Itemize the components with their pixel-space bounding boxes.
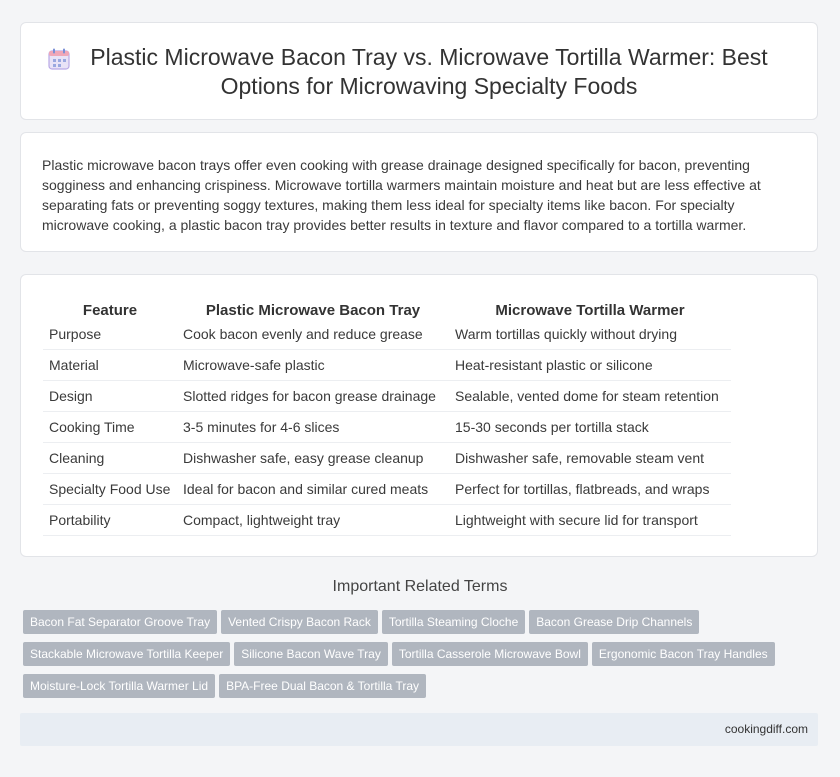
- related-term-tag[interactable]: BPA-Free Dual Bacon & Tortilla Tray: [219, 674, 426, 698]
- header-feature: Feature: [82, 302, 138, 319]
- related-terms-list: [23, 610, 803, 706]
- feature-cell: Portability: [43, 505, 177, 536]
- bacon-tray-cell: Dishwasher safe, easy grease cleanup: [177, 443, 449, 474]
- tortilla-warmer-cell: Heat-resistant plastic or silicone: [449, 350, 731, 381]
- feature-cell: Cooking Time: [43, 412, 177, 443]
- feature-cell: Design: [43, 381, 177, 412]
- bacon-tray-cell: 3-5 minutes for 4-6 slices: [177, 412, 449, 443]
- intro-paragraph: Plastic microwave bacon trays offer even cooking with grease drainage designed specifically for bacon, preventing sogginess and enhancing crispiness. Microwave tortilla warmers maintain moisture and heat but are less effective at separating fats or preventing soggy textures, making them less ideal for specialty items like bacon. For specialty microwave cooking, a plastic bacon tray provides better results in texture and flavor compared to a tortilla warmer.: [42, 157, 761, 233]
- table-row: [43, 350, 731, 381]
- tortilla-warmer-cell: Dishwasher safe, removable steam vent: [449, 443, 731, 474]
- related-term-tag[interactable]: Bacon Fat Separator Groove Tray: [23, 610, 217, 634]
- related-term-tag[interactable]: Tortilla Casserole Microwave Bowl: [392, 642, 588, 666]
- tortilla-warmer-cell: Warm tortillas quickly without drying: [449, 319, 731, 350]
- related-term-tag[interactable]: Stackable Microwave Tortilla Keeper: [23, 642, 230, 666]
- bacon-tray-cell: Cook bacon evenly and reduce grease: [177, 319, 449, 350]
- page-title: Plastic Microwave Bacon Tray vs. Microwave Tortilla Warmer: Best Options for Microwaving Specialty Foods: [90, 44, 768, 99]
- related-term-tag[interactable]: Tortilla Steaming Cloche: [382, 610, 525, 634]
- tortilla-warmer-cell: 15-30 seconds per tortilla stack: [449, 412, 731, 443]
- feature-cell: Material: [43, 350, 177, 381]
- feature-cell: Purpose: [43, 319, 177, 350]
- table-header-row: [43, 297, 731, 319]
- bacon-tray-cell: Compact, lightweight tray: [177, 505, 449, 536]
- related-term-tag[interactable]: Vented Crispy Bacon Rack: [221, 610, 378, 634]
- footer-site-link[interactable]: cookingdiff.com: [724, 722, 808, 736]
- bacon-tray-cell: Ideal for bacon and similar cured meats: [177, 474, 449, 505]
- table-row: [43, 443, 731, 474]
- table-row: [43, 319, 731, 350]
- tortilla-warmer-cell: Perfect for tortillas, flatbreads, and wraps: [449, 474, 731, 505]
- table-row: [43, 412, 731, 443]
- related-terms-title: Important Related Terms: [332, 578, 508, 595]
- feature-cell: Specialty Food Use: [43, 474, 177, 505]
- comparison-table: [43, 297, 731, 536]
- bacon-tray-cell: Slotted ridges for bacon grease drainage: [177, 381, 449, 412]
- related-term-tag[interactable]: Bacon Grease Drip Channels: [529, 610, 699, 634]
- related-term-tag[interactable]: Silicone Bacon Wave Tray: [234, 642, 388, 666]
- feature-cell: Cleaning: [43, 443, 177, 474]
- tortilla-warmer-cell: Lightweight with secure lid for transport: [449, 505, 731, 536]
- header-tortilla-warmer: Microwave Tortilla Warmer: [495, 302, 685, 319]
- title-card: [20, 22, 818, 120]
- related-term-tag[interactable]: Moisture-Lock Tortilla Warmer Lid: [23, 674, 215, 698]
- table-row: [43, 505, 731, 536]
- table-row: [43, 474, 731, 505]
- comparison-card: [20, 274, 818, 557]
- bacon-tray-cell: Microwave-safe plastic: [177, 350, 449, 381]
- footer: [20, 713, 818, 746]
- table-row: [43, 381, 731, 412]
- related-term-tag[interactable]: Ergonomic Bacon Tray Handles: [592, 642, 775, 666]
- header-bacon-tray: Plastic Microwave Bacon Tray: [205, 302, 421, 319]
- intro-card: [20, 132, 818, 252]
- tortilla-warmer-cell: Sealable, vented dome for steam retention: [449, 381, 731, 412]
